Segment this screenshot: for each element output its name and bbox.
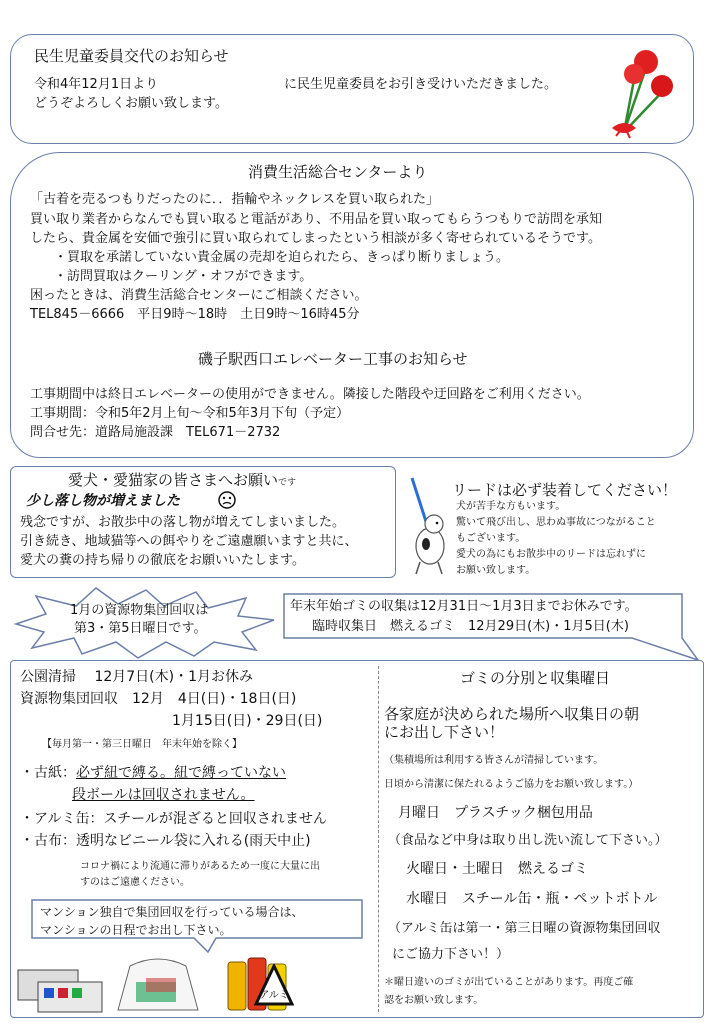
- garbage-wed-note-2: にご協力下さい！）: [392, 947, 510, 962]
- rule-cloth: ・古布：透明なビニール袋に入れる(雨天中止): [20, 833, 311, 849]
- pets-subtitle: 少し落し物が増えました: [26, 493, 180, 509]
- pets-line-1: 残念ですが、お散歩中の落し物が増えてしまいました。: [20, 515, 346, 530]
- rule-paper-2: 段ボールは回収されません。: [72, 787, 255, 803]
- consumer-body-1: 買い取り業者からなんでも買い取ると電話があり、不用品を買い取ってもらうつもりで訪問を承知: [30, 212, 603, 227]
- pets-title: [68, 470, 296, 493]
- garbage-title: ゴミの分別と収集曜日: [460, 669, 611, 687]
- yearend-line-1: 年末年始ゴミの収集は12月31日～1月3日までお休みです。: [290, 599, 638, 614]
- elevator-line-2: 工事期間：令和5年2月上旬～令和5年3月下旬（予定）: [30, 406, 350, 421]
- mansion-line-2: マンションの日程でお出し下さい。: [40, 923, 232, 937]
- rule-paper-text: 必ず紐で縛る。紐で縛っていない: [76, 765, 286, 781]
- garbage-wed-note-1: （アルミ缶は第一・第三日曜の資源物集団回収: [388, 921, 661, 936]
- pets-title-text: 愛犬・愛猫家の皆さまへお願い: [68, 471, 279, 489]
- elevator-line-3: 問合せ先：道路局施設課 TEL671－2732: [30, 425, 281, 440]
- aluminum-recycle-icon: [254, 964, 294, 1010]
- rule-paper-label: ・古紙：: [20, 765, 76, 781]
- garbage-mon: 月曜日 プラスチック梱包用品: [398, 805, 593, 821]
- collection-divider: [378, 666, 379, 1012]
- schedule-resource-2: 1月15日(日)・29日(日): [172, 713, 323, 729]
- garbage-foot-2: 認をお願い致します。: [384, 995, 484, 1006]
- garbage-lead-1: 各家庭が決められた場所へ収集日の朝: [384, 705, 640, 723]
- pets-line-3: 愛犬の糞の持ち帰りの徹底をお願いいたします。: [20, 553, 305, 568]
- garbage-mon-note: （食品など中身は取り出し洗い流して下さい。）: [388, 833, 668, 848]
- leash-line-4: 愛犬の為にもお散歩中のリードは忘れずに: [456, 549, 646, 560]
- minsei-accept-text: に民生児童委員をお引き受けいただきました。: [284, 77, 558, 92]
- schedule-note: 【毎月第一・第三日曜日 年末年始を除く】: [42, 739, 242, 750]
- burst-line-2: 第3・第5日曜日です。: [74, 621, 207, 636]
- minsei-title: 民生児童委員交代のお知らせ: [34, 47, 229, 65]
- garbage-note-1: （集積場所は利用する皆さんが清掃しています。: [384, 755, 604, 766]
- rule-can: ・アルミ缶：スチールが混ざると回収されません: [20, 811, 327, 827]
- minsei-date: 令和4年12月1日より: [34, 77, 159, 92]
- garbage-foot-1: ＊曜日違いのゴミが出ていることがあります。再度ご確: [384, 977, 634, 988]
- leash-line-2: 驚いて飛び出し、思わぬ事故につながること: [456, 517, 656, 528]
- pets-line-2: 引き続き、地域猫等への餌やりをご遠慮願いますと共に、: [20, 534, 358, 549]
- burst-line-1: 1月の資源物集団回収は: [70, 603, 209, 618]
- garbage-tue-sat: 火曜日・土曜日 燃えるゴミ: [406, 861, 588, 877]
- leash-line-5: お願い致します。: [456, 565, 536, 576]
- consumer-bullet-2: ・訪問買取はクーリング・オフができます。: [54, 269, 313, 284]
- consumer-title: 消費生活総合センターより: [248, 163, 428, 181]
- yearend-line-2: 臨時収集日 燃えるゴミ 12月29日(木)・1月5日(木): [312, 619, 629, 634]
- leash-line-1: 犬が苦手な方もいます。: [456, 501, 566, 512]
- consumer-tel: TEL845－6666 平日9時～18時 土日9時～16時45分: [30, 307, 360, 322]
- leash-line-3: もございます。: [456, 533, 526, 544]
- schedule-resource-1: 資源物集団回収 12月 4日(日)・18日(日): [20, 691, 297, 707]
- elevator-title: 磯子駅西口エレベーター工事のお知らせ: [198, 350, 468, 368]
- rule-paper-1: [20, 764, 286, 782]
- garbage-note-2: 日頃から清潔に保たれるようご協力をお願い致します。）: [384, 779, 639, 790]
- svg-text:アルミ: アルミ: [259, 990, 289, 1001]
- consumer-bullet-1: ・買取を承諾していない貴金属の売却を迫られたら、きっぱり断りましょう。: [54, 250, 510, 265]
- mansion-line-1: マンション独自で集団回収を行っている場合は、: [40, 905, 304, 919]
- garbage-lead-2: にお出し下さい！: [384, 723, 505, 741]
- rule-small-2: すのはご遠慮ください。: [80, 877, 190, 888]
- consumer-advice: 困ったときは、消費生活総合センターにご相談ください。: [30, 288, 368, 303]
- elevator-line-1: 工事期間中は終日エレベーターの使用ができません。隣接した階段や迂回路をご利用ください。: [30, 387, 590, 402]
- schedule-park: 公園清掃 12月7日(木)・1月お休み: [20, 669, 254, 685]
- rule-small-1: コロナ禍により流通に滞りがあるため一度に大量に出: [80, 861, 320, 872]
- dog-leash-icon: [404, 474, 454, 578]
- pets-title-suffix: です: [278, 478, 297, 488]
- newspaper-bundle-icon: [14, 960, 110, 1016]
- carnation-icon: [594, 40, 676, 140]
- consumer-quote: 「古着を売るつもりだったのに．．指輪やネックレスを買い取られた」: [30, 192, 439, 207]
- leash-title: リードは必ず装着してください！: [452, 481, 678, 499]
- worried-face-icon: [218, 491, 236, 509]
- consumer-body-2: したら、貴金属を安価で強引に買い取られてしまったという相談が多く寄せられているそうです。: [30, 231, 601, 246]
- garbage-wed: 水曜日 スチール缶・瓶・ペットボトル: [406, 891, 658, 907]
- cloth-bag-icon: [110, 952, 206, 1016]
- minsei-greeting: どうぞよろしくお願い致します。: [34, 96, 228, 111]
